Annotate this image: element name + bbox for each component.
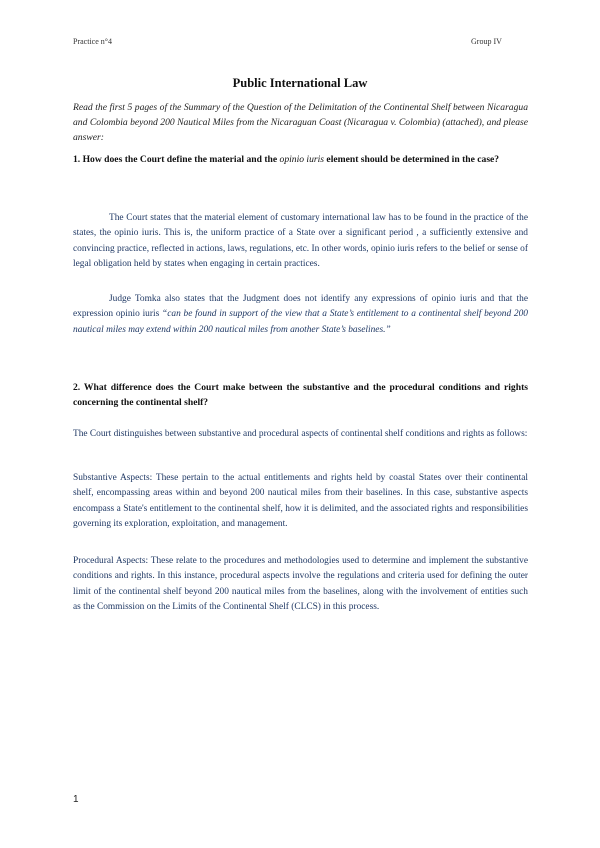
answer-1-paragraph-2 — [73, 292, 528, 338]
question-1-prefix: 1. How does the Court define the material and the — [73, 154, 280, 165]
answer-2-paragraph-1: The Court distinguishes between substantive and procedural aspects of continental shelf conditions and rights as follows: — [73, 429, 528, 439]
answer-1-paragraph-2-lead: Judge Tomka also states that the Judgment does not identify any expressions of opinio iuris and that the expression opinio iuris — [73, 294, 528, 320]
header-practice-number: Practice n°4 — [73, 37, 112, 46]
answer-1-quote: “can be found in support of the view that a State’s entitlement to a continental shelf beyond 200 nautical miles may extend within 200 nautical miles from another State’s baselines.” — [73, 309, 528, 335]
question-1-suffix: element should be determined in the case? — [324, 154, 500, 165]
answer-2-substantive-aspects: Substantive Aspects: These pertain to the actual entitlements and rights held by coastal States over their continental shelf, encompassing areas within and beyond 200 nautical miles from their baselines. In this case, substantive aspects encompass a State's entitlement to the continental shelf, how it is delimited, and the associated rights and responsibilities governing its exploration, exploitation, and management. — [73, 473, 528, 530]
header-group: Group IV — [471, 37, 502, 46]
answer-1-paragraph-1: The Court states that the material element of customary international law has to be found in the practice of the states, the opinio iuris. This is, the uniform practice of a State over a significant period , a sufficiently extensive and convincing practice, reflected in actions, laws, regulations, etc. In other words, opinio iuris refers to the belief or sense of legal obligation held by states when engaging in certain practices. — [73, 213, 528, 270]
instructions-paragraph: Read the first 5 pages of the Summary of the Question of the Delimitation of the Continental Shelf between Nicaragua and Colombia beyond 200 Nautical Miles from the Nicaraguan Coast (Nicaragua v. Colombia) (attached), and please answer: — [73, 102, 528, 144]
question-1 — [73, 152, 528, 167]
page-number: 1 — [73, 794, 79, 805]
page-title: Public International Law — [232, 76, 368, 90]
answer-2-procedural-aspects: Procedural Aspects: These relate to the procedures and methodologies used to determine and implement the substantive conditions and rights. In this instance, procedural aspects involve the regulations and criteria used for defining the outer limit of the continental shelf beyond 200 nautical miles from the baselines, along with the involvement of entities such as the Commission on the Limits of the Continental Shelf (CLCS) in this process. — [73, 556, 528, 613]
question-2: 2. What difference does the Court make between the substantive and the procedural conditions and rights concerning the continental shelf? — [73, 382, 528, 409]
question-1-italic-term: opinio iuris — [279, 154, 325, 165]
